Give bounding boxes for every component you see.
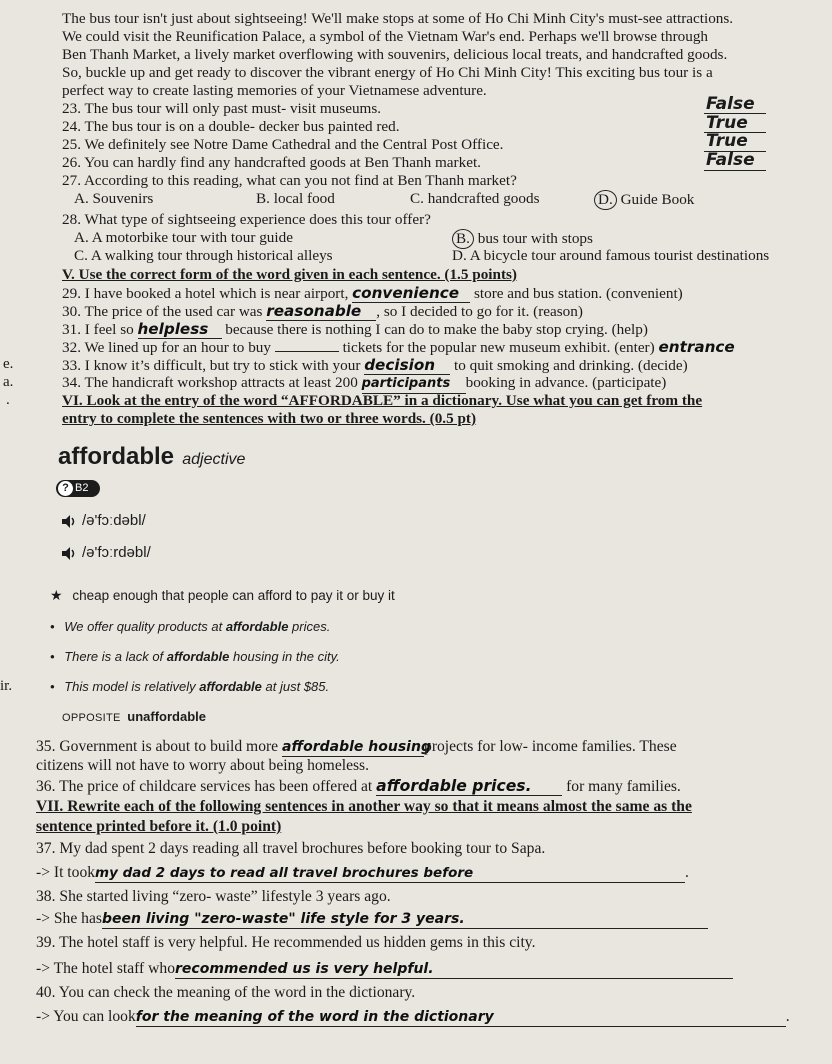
tf-answer: True [706,131,748,151]
word-form-item: 30. The price of the used car was reasonable , so I decided to go for it. (reason) [62,302,583,320]
option-d: D. A bicycle tour around famous tourist destinations [452,247,770,264]
example: • We offer quality products at affordable prices. [50,619,331,634]
option-c: C. A walking tour through historical alleys [74,247,333,264]
passage-line: So, buckle up and get ready to discover the vibrant energy of Ho Chi Minh City! This exciting bus tour is a [62,64,713,81]
rewrite-original: 38. She started living “zero- waste” lifestyle 3 years ago. [36,888,391,905]
opposite-label: OPPOSITE [62,712,121,724]
answer-blank: convenience [352,284,470,303]
rewrite-original: 40. You can check the meaning of the word in the dictionary. [36,984,416,1001]
option-c: C. handcrafted goods [410,190,540,207]
answer-blank: affordable housing [282,739,431,755]
option-b: B. local food [256,190,335,207]
word-form-item: 32. We lined up for an hour to buy tickets for the popular new museum exhibit. (enter) entrance [62,338,735,356]
opposite [62,708,206,727]
section-title: VI. Look at the entry of the word “AFFORDABLE” in a dictionary. Use what you can get from the [62,392,703,409]
section-title: VII. Rewrite each of the following sentences in another way so that it means almost the same as the [36,798,692,815]
bullet-icon: • [50,649,55,664]
section-title: sentence printed before it. (1.0 point) [36,818,282,835]
headword: affordable [58,443,175,470]
answer-blank: been living "zero-waste" life style for 3 years. [102,910,708,929]
passage-line: The bus tour isn't just about sightseeing! We'll make stops at some of Ho Chi Minh City's must-see attractions. [62,10,734,27]
rewrite-answer: -> You can lookfor the meaning of the word in the dictionary . [36,1008,790,1025]
opposite-word: unaffordable [127,709,206,724]
word-form-item: 29. I have booked a hotel which is near airport, convenience store and bus station. (convenient) [62,284,683,302]
margin-letter: ir. [0,678,13,694]
tf-statement: 25. We definitely see Notre Dame Cathedral and the Central Post Office. [62,136,504,153]
part-of-speech: adjective [182,451,246,468]
cefr-level-badge [56,480,100,497]
rewrite-original: 39. The hotel staff is very helpful. He recommended us hidden gems in this city. [36,934,536,951]
answer-blank: recommended us is very helpful. [175,960,733,979]
option-a: A. Souvenirs [74,190,154,207]
tf-answer: False [706,94,755,114]
speaker-us-icon[interactable] [62,547,76,560]
star-icon: ★ [50,587,63,603]
answer-blank: helpless [138,320,222,339]
margin-letter: e. [3,356,14,372]
rewrite-answer: -> It tookmy dad 2 days to read all travel brochures before . [36,864,689,881]
section-title: V. Use the correct form of the word given in each sentence. (1.5 points) [62,266,517,283]
rewrite-answer: -> The hotel staff whorecommended us is very helpful. [36,960,733,979]
dictionary-headword-row [58,440,245,474]
passage-line: Ben Thanh Market, a lively market overflowing with souvenirs, delicious local treats, and handcrafted goods. [62,46,728,63]
dictionary-question: 36. The price of childcare services has been offered at affordable prices. for many families. [36,777,681,795]
bullet-icon: • [50,619,55,634]
answer-blank: decision [364,356,450,375]
option-b: B. bus tour with stops [452,229,593,249]
dictionary-question-line2: citizens will not have to worry about being homeless. [36,757,370,774]
passage-line: perfect way to create lasting memories of your Vietnamese adventure. [62,82,487,99]
answer-blank: participants [362,375,466,394]
question-stem: 27. According to this reading, what can you not find at Ben Thanh market? [62,172,517,189]
option-d: D. Guide Book [594,190,694,210]
word-form-item: 34. The handicraft workshop attracts at least 200 participants booking in advance. (participate) [62,374,666,394]
example: • This model is relatively affordable at just $85. [50,679,330,694]
section-title: entry to complete the sentences with two or three words. (0.5 pt) [62,410,477,427]
passage-line: We could visit the Reunification Palace, a symbol of the Vietnam War's end. Perhaps we'll browse through [62,28,709,45]
pronunciation-us: /ə'fɔːrdəbl/ [62,544,151,562]
option-a: A. A motorbike tour with tour guide [74,229,293,246]
pronunciation-uk: /ə'fɔːdəbl/ [62,512,146,530]
tf-statement: 26. You can hardly find any handcrafted goods at Ben Thanh market. [62,154,481,171]
help-icon: ? [58,481,73,496]
answer-blank: my dad 2 days to read all travel brochures before [95,864,685,883]
answer-blank [275,351,339,352]
tf-statement: 24. The bus tour is on a double- decker bus painted red. [62,118,400,135]
answer-line [704,170,766,171]
speaker-uk-icon[interactable] [62,515,76,528]
answer-handwritten: entrance [658,338,735,356]
word-form-item: 31. I feel so helpless because there is nothing I can do to make the baby stop crying. (help) [62,320,648,338]
dictionary-question: 35. Government is about to build more affordable housingprojects for low- income families. These [36,738,677,755]
tf-statement: 23. The bus tour will only past must- visit museums. [62,100,382,117]
rewrite-answer: -> She hasbeen living "zero-waste" life style for 3 years. [36,910,708,929]
definition: ★ cheap enough that people can afford to pay it or buy it [50,587,395,603]
tf-answer: True [706,113,748,133]
answer-blank: affordable prices. [376,777,562,796]
bullet-icon: • [50,679,55,694]
circled-choice: B. [452,229,474,249]
question-stem: 28. What type of sightseeing experience does this tour offer? [62,211,431,228]
margin-letter: a. [3,374,14,390]
cefr-level: B2 [75,482,89,494]
rewrite-original: 37. My dad spent 2 days reading all travel brochures before booking tour to Sapa. [36,840,546,857]
answer-blank: reasonable [266,302,376,321]
margin-letter: . [6,392,10,408]
tf-answer: False [706,150,755,170]
example: • There is a lack of affordable housing in the city. [50,649,340,664]
answer-blank: for the meaning of the word in the dictionary [136,1008,786,1027]
word-form-item: 33. I know it’s difficult, but try to stick with your decision to quit smoking and drinking. (decide) [62,356,688,374]
circled-choice: D. [594,190,617,210]
